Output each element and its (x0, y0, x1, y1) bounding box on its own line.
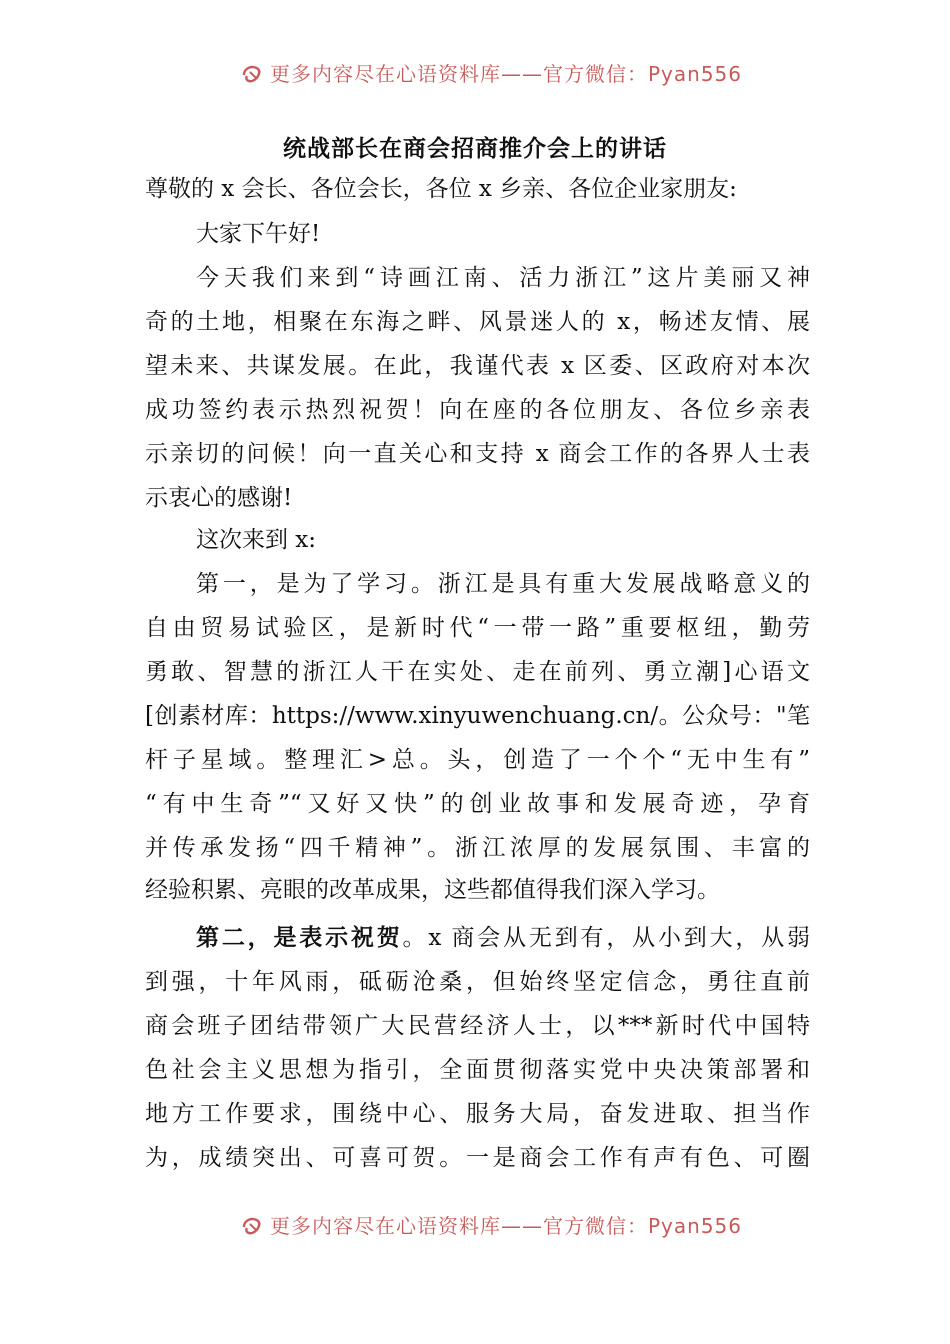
bold-lead-punctuation: 。 (402, 925, 429, 951)
paragraph-line: 到强，十年风雨，砥砺沧桑，但始终坚定信念，勇往直前 (145, 969, 810, 995)
watermark-logo-icon (240, 1213, 264, 1237)
paragraph-line: 商会班子团结带领广大民营经济人士，以***新时代中国特 (145, 1013, 810, 1039)
watermark-text: 更多内容尽在心语资料库——官方微信：Pyan556 (270, 62, 743, 86)
salutation-line: 尊敬的 x 会长、各位会长，各位 x 乡亲、各位企业家朋友: (145, 176, 737, 202)
paragraph-line: 自由贸易试验区，是新时代“一带一路”重要枢纽，勤劳 (145, 615, 810, 641)
watermark-text: 更多内容尽在心语资料库——官方微信：Pyan556 (270, 1214, 743, 1238)
watermark-logo-icon (240, 61, 264, 85)
paragraph-line: 经验积累、亮眼的改革成果，这些都值得我们深入学习。 (145, 877, 720, 903)
header-watermark (0, 48, 950, 88)
paragraph-line-with-bold-lead (196, 916, 810, 960)
greeting-line: 大家下午好! (196, 221, 321, 247)
paragraph-line: 并传承发扬“四千精神”。浙江浓厚的发展氛围、丰富的 (145, 835, 810, 861)
paragraph-line: 成功签约表示热烈祝贺！向在座的各位朋友、各位乡亲表 (145, 397, 810, 423)
paragraph-line: 奇的土地，相聚在东海之畔、风景迷人的 x，畅述友情、展 (145, 309, 810, 335)
bold-lead: 第二，是表示祝贺 (196, 924, 403, 951)
document-title: 统战部长在商会招商推介会上的讲话 (283, 135, 667, 162)
paragraph-line: 这次来到 x: (196, 527, 317, 553)
paragraph-line: 勇敢、智慧的浙江人干在实处、走在前列、勇立潮]心语文 (145, 659, 810, 685)
paragraph-line: “有中生奇”“又好又快”的创业故事和发展奇迹，孕育 (145, 791, 810, 817)
paragraph-line: 色社会主义思想为指引，全面贯彻落实党中央决策部署和 (145, 1057, 810, 1083)
paragraph-line: 第一，是为了学习。浙江是具有重大发展战略意义的 (196, 571, 810, 597)
paragraph-text: x 商会从无到有，从小到大，从弱 (428, 925, 811, 951)
footer-watermark (0, 1200, 950, 1240)
paragraph-line: 今天我们来到“诗画江南、活力浙江”这片美丽又神 (196, 265, 810, 291)
paragraph-line: [创素材库：https://www.xinyuwenchuang.cn/。公众号："笔 (145, 703, 810, 729)
paragraph-line: 示衷心的感谢! (145, 485, 293, 511)
paragraph-line: 地方工作要求，围绕中心、服务大局，奋发进取、担当作 (145, 1101, 810, 1127)
paragraph-line: 杆子星域。整理汇>总。头，创造了一个个“无中生有” (145, 747, 810, 773)
paragraph-line: 望未来、共谋发展。在此，我谨代表 x 区委、区政府对本次 (145, 353, 810, 379)
paragraph-line: 为，成绩突出、可喜可贺。一是商会工作有声有色、可圈 (145, 1145, 810, 1171)
paragraph-line: 示亲切的问候！向一直关心和支持 x 商会工作的各界人士表 (145, 441, 810, 467)
